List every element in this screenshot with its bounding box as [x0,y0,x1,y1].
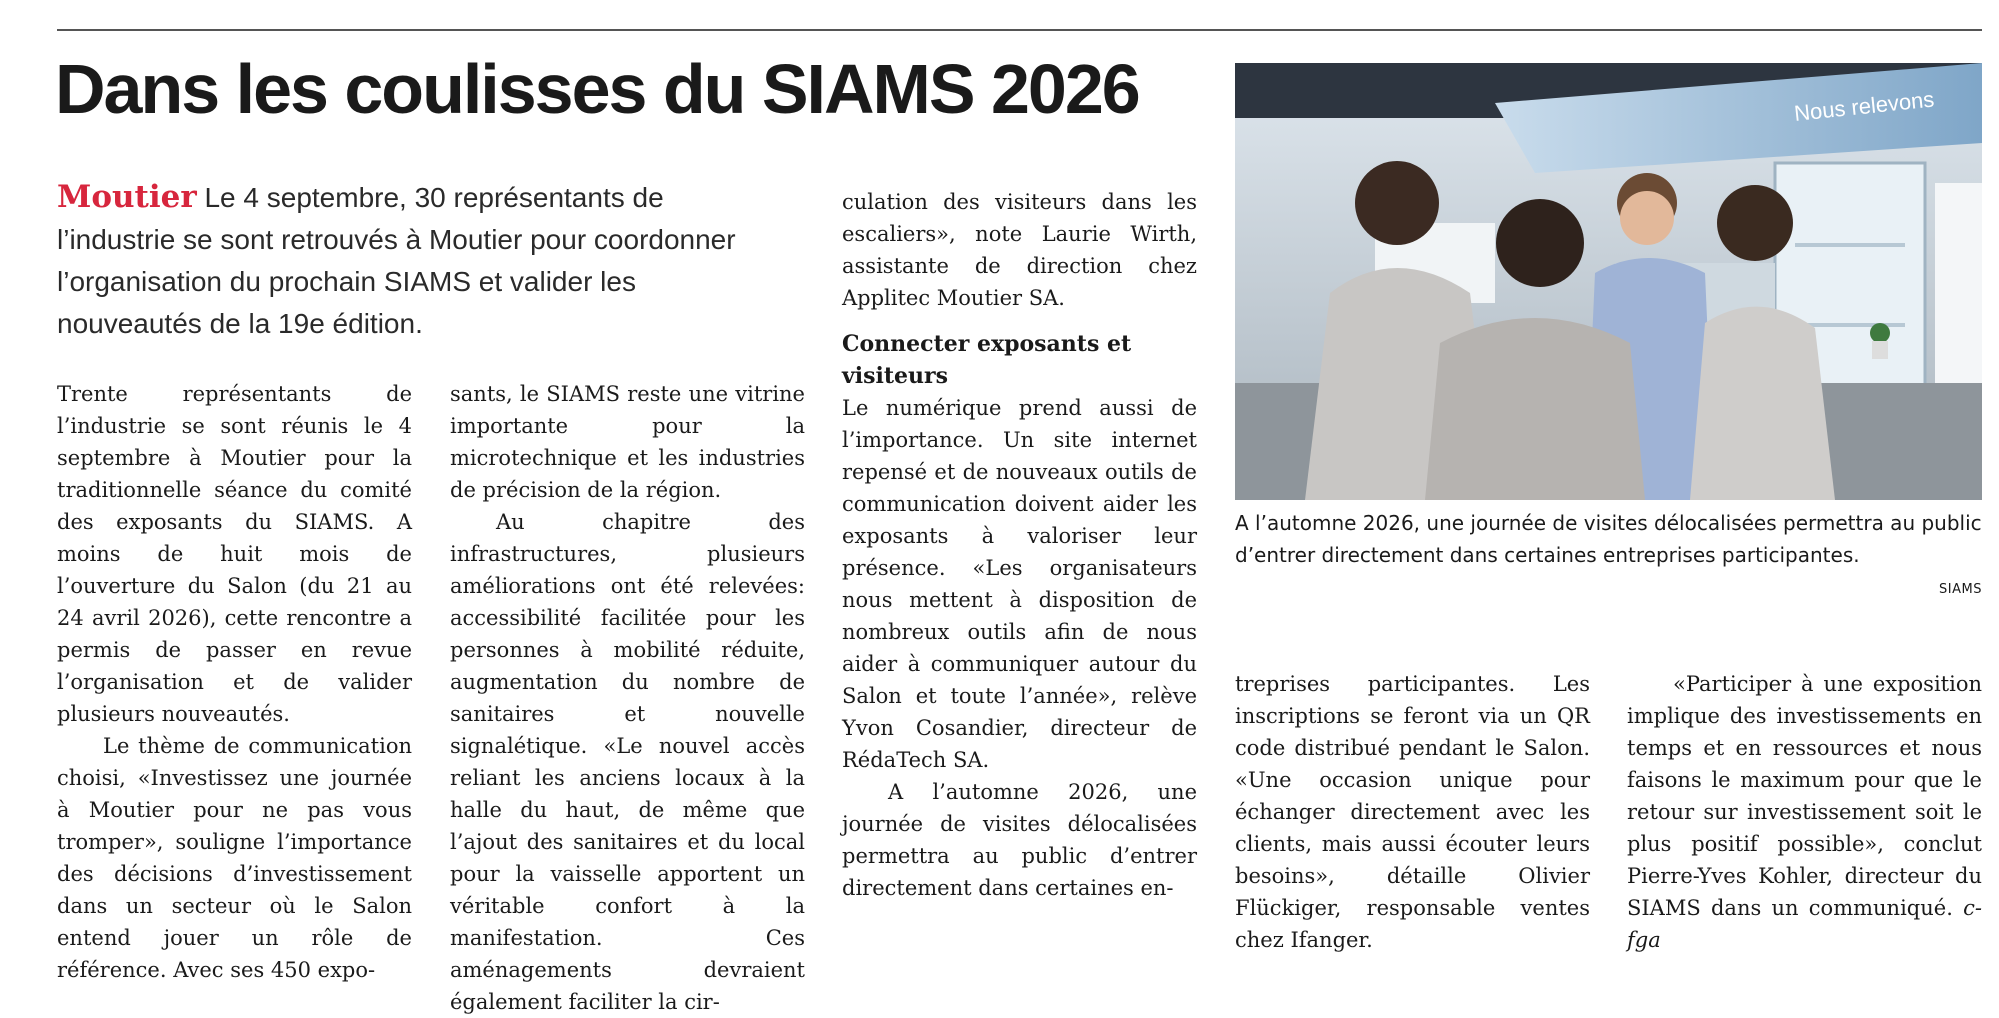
paragraph: A l’automne 2026, une journée de visites délocalisées permettra au public d’entrer directement dans certaines en- [842,780,1197,900]
paragraph: Le numérique prend aussi de l’importance. Un site internet repensé et de nouveaux outils de communication doivent aider les exposants à valoriser leur présence. «Les organisateurs nous mettent à disposition de nombreux outils afin de nous aider à communiquer autour du Salon et toute l’année», relève Yvon Cosandier, directeur de RédaTech SA. [842,396,1197,772]
lead-paragraph [57,176,737,345]
headline: Dans les coulisses du SIAMS 2026 [55,50,1139,128]
photo-caption: A l’automne 2026, une journée de visites délocalisées permettra au public d’entrer directement dans certaines entreprises participantes. [1235,511,1982,567]
lead-text: Le 4 septembre, 30 représentants de l’industrie se sont retrouvés à Moutier pour coordonner l’organisation du prochain SIAMS et valider les nouveautés de la 19e édition. [57,182,736,339]
paragraph: Le thème de communication choisi, «Investissez une journée à Moutier pour ne pas vous tromper», souligne l’importance des décisions d’investissement dans un secteur où le Salon entend jouer un rôle de référence. Avec ses 450 expo- [57,734,412,982]
column-1 [57,378,412,986]
column-3 [842,186,1197,904]
signature: c-fga [1627,896,1982,952]
column-5 [1627,668,1982,956]
paragraph: Au chapitre des infrastructures, plusieurs améliorations ont été relevées: accessibilité facilitée pour les personnes à mobilité réduite, augmentation du nombre de sanitaires et nouvelle signalétique. «Le nouvel accès reliant les anciens locaux à la halle du haut, de même que l’ajout des sanitaires et du local pour la vaisselle apportent un véritable confort à la manifestation. Ces aménagements devraient également faciliter la cir- [450,510,805,1014]
lead-place: Moutier [57,179,197,215]
photo-illustration [1235,63,1982,500]
banner-text: Nous relevons [1792,86,1936,126]
column-4 [1235,668,1590,956]
article-photo [1235,63,1982,500]
top-rule [57,29,1982,31]
paragraph: Trente représentants de l’industrie se sont réunis le 4 septembre à Moutier pour la traditionnelle séance du comité des exposants du SIAMS. A moins de huit mois de l’ouverture du Salon (du 21 au 24 avril 2026), cette rencontre a permis de passer en revue l’organisation et de valider plusieurs nouveautés. [57,382,412,726]
paragraph: sants, le SIAMS reste une vitrine importante pour la microtechnique et les industries de précision de la région. [450,382,805,502]
paragraph: treprises participantes. Les inscriptions se feront via un QR code distribué pendant le Salon. «Une occasion unique pour échanger directement avec les clients, mais aussi écouter leurs besoins», détaille Olivier Flückiger, responsable ventes chez Ifanger. [1235,672,1590,952]
paragraph [1627,668,1982,956]
column-2 [450,378,805,1018]
photo-credit: SIAMS [1939,582,1982,597]
subheading: Connecter exposants et visiteurs [842,331,1132,389]
paragraph: culation des visiteurs dans les escaliers», note Laurie Wirth, assistante de direction chez Applitec Moutier SA. [842,190,1197,310]
closing-text: «Participer à une exposition implique des investissements en temps et en ressources et nous faisons le maximum pour que le retour sur investissement soit le plus positif possible», conclut Pierre-Yves Kohler, directeur du SIAMS dans un communiqué. [1627,672,1982,920]
